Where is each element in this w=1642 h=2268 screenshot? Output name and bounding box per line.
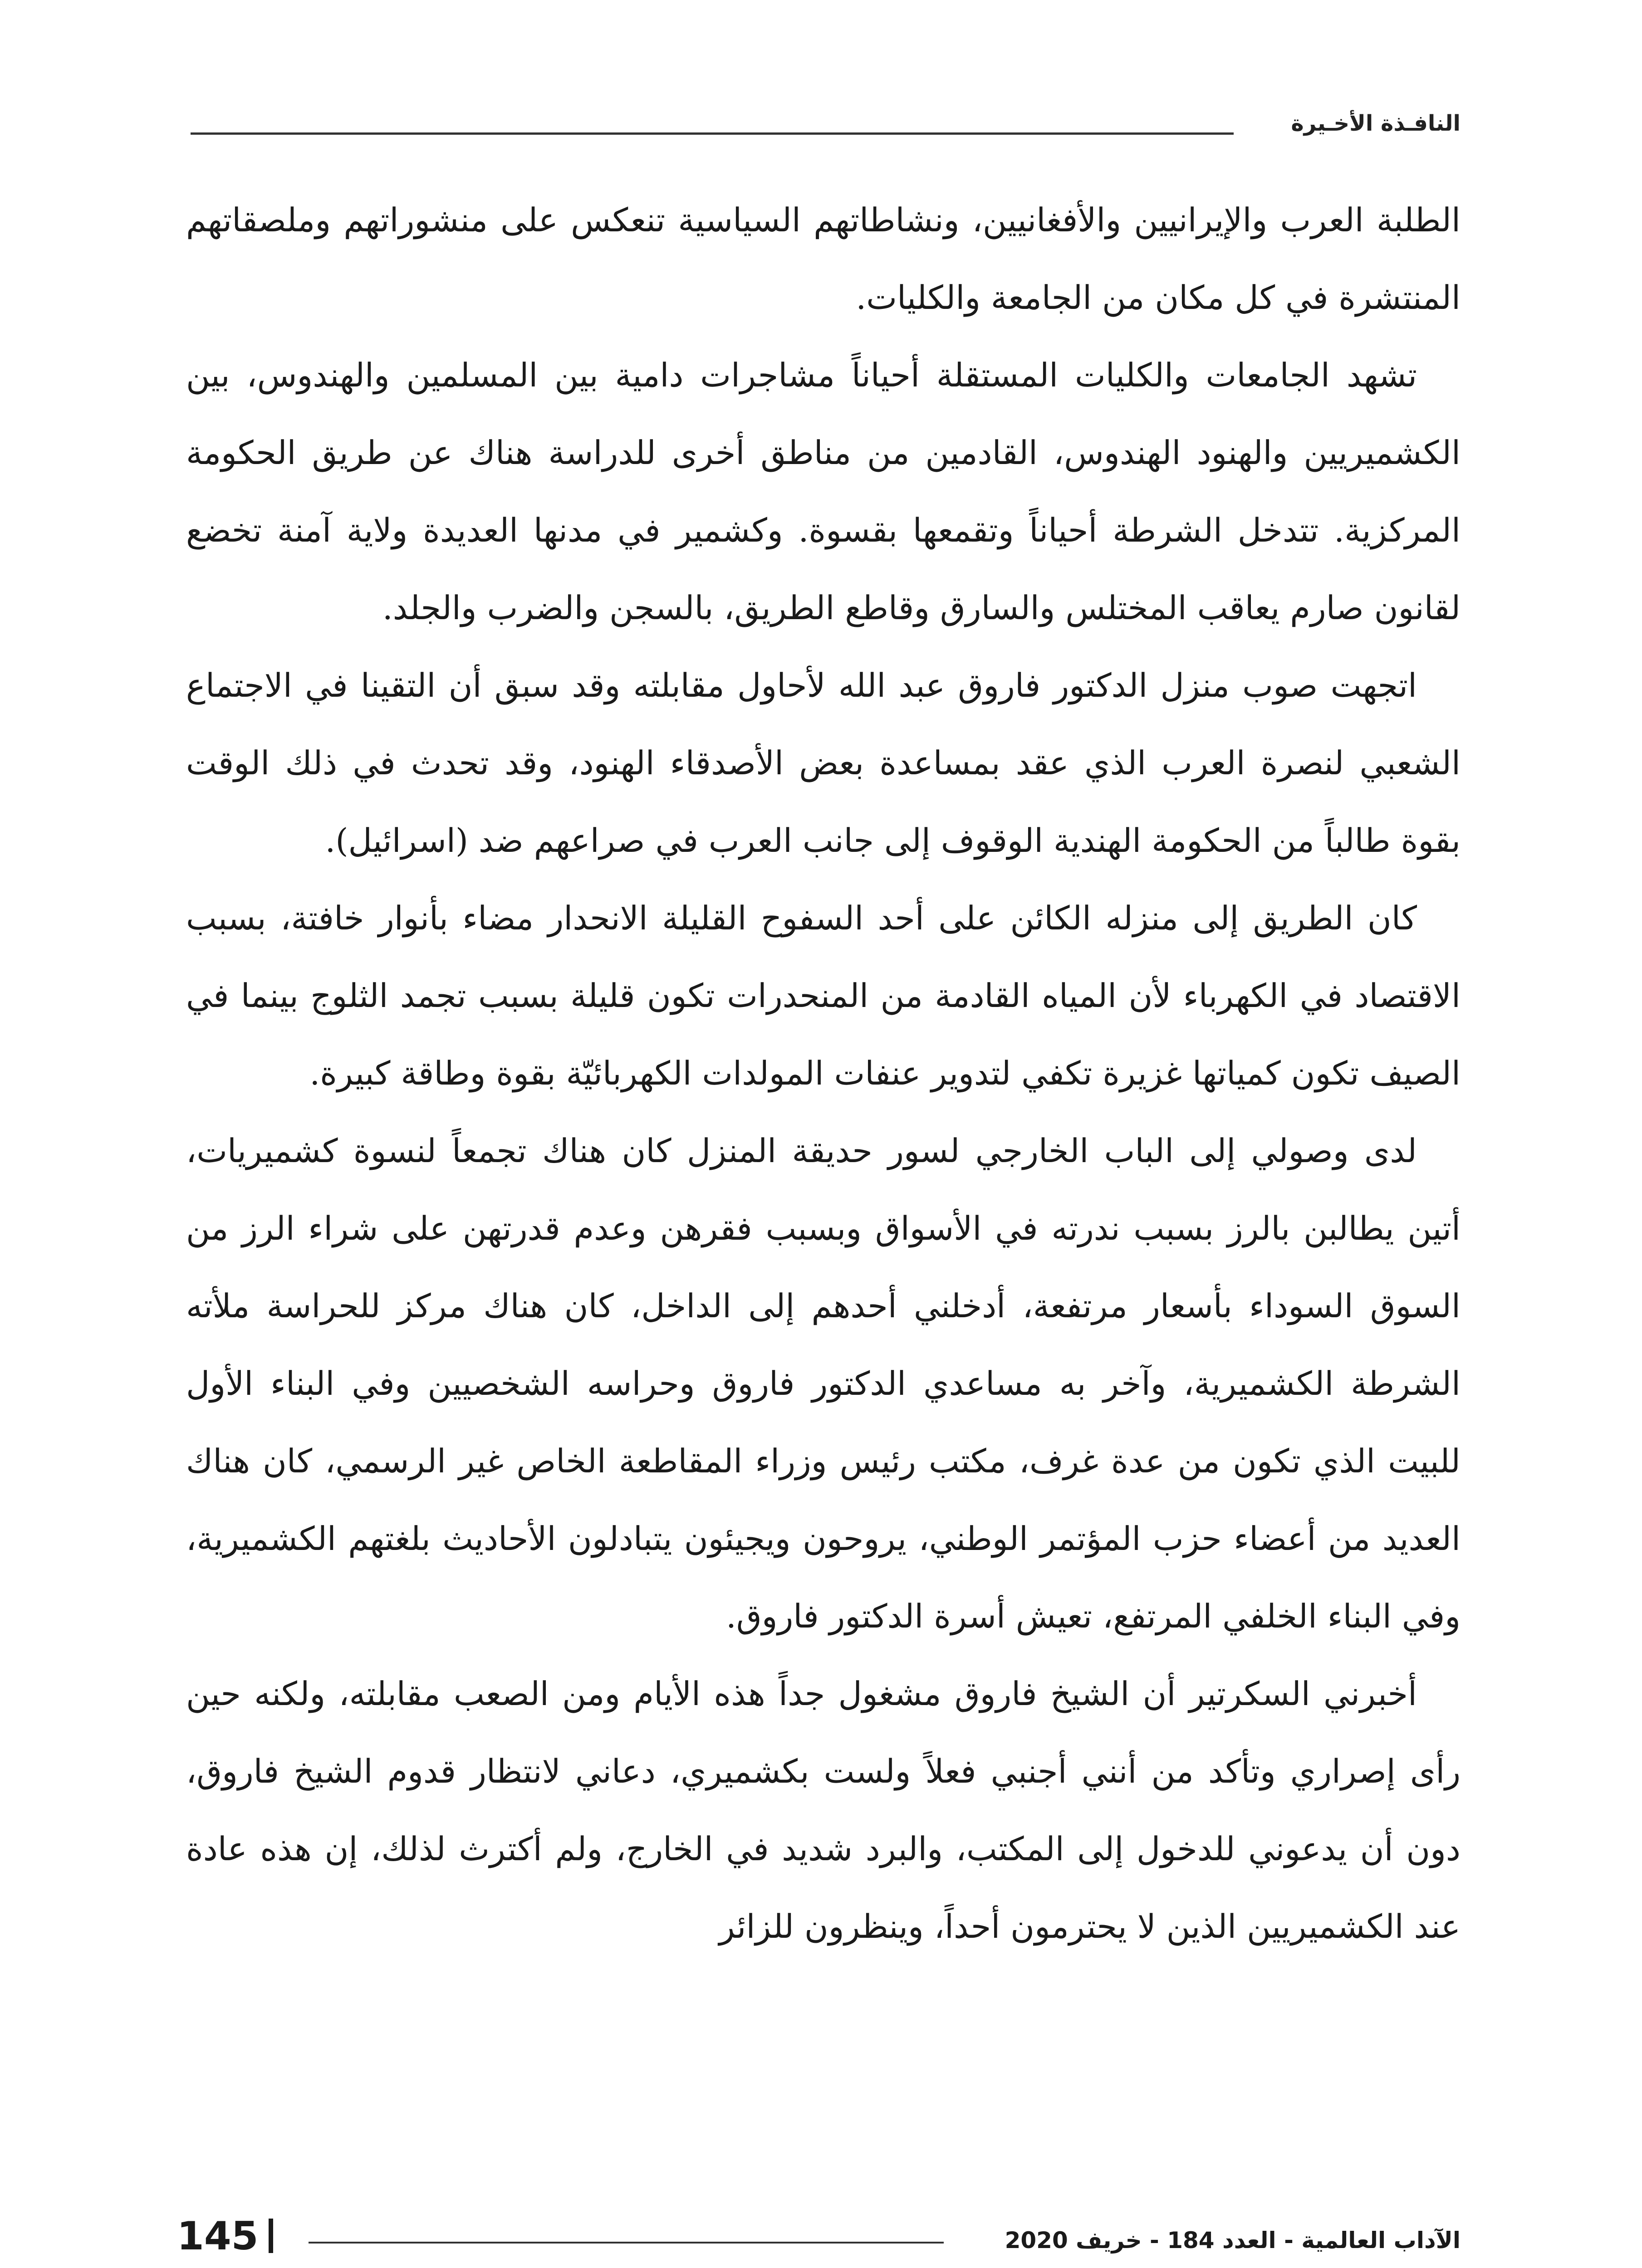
footer-divider [309,2242,944,2244]
paragraph: لدى وصولي إلى الباب الخارجي لسور حديقة المنزل كان هناك تجمعاً لنسوة كشميريات، أتين يطالبن بالرز بسبب ندرته في الأسواق وبسبب فقرهن وعدم قدرتهن على شراء الرز من السوق السوداء بأسعار مرتفعة، أدخلني أحدهم إلى الداخل، كان هناك مركز للحراسة ملأته الشرطة الكشميرية، وآخر به مساعدي الدكتور فاروق وحراسه الشخصيين وفي البناء الأول للبيت الذي تكون من عدة غرف، مكتب رئيس وزراء المقاطعة الخاص غير الرسمي، كان هناك العديد من أعضاء حزب المؤتمر الوطني، يروحون ويجيئون يتبادلون الأحاديث بلغتهم الكشميرية، وفي البناء الخلفي المرتفع، تعيش أسرة الدكتور فاروق. [186,1132,1461,1635]
page-number-block [177,2209,273,2263]
paragraph: تشهد الجامعات والكليات المستقلة أحياناً مشاجرات دامية بين المسلمين والهندوس، بين الكشميريين والهنود الهندوس، القادمين من مناطق أخرى للدراسة هناك عن طريق الحكومة المركزية. تتدخل الشرطة أحياناً وتقمعها بقسوة. وكشمير في مدنها العديدة ولاية آمنة تخضع لقانون صارم يعاقب المختلس والسارق وقاطع الطريق، بالسجن والضرب والجلد. [186,356,1461,627]
paragraph: الطلبة العرب والإيرانيين والأفغانيين، ونشاطاتهم السياسية تنعكس على منشوراتهم وملصقاتهم المنتشرة في كل مكان من الجامعة والكليات. [186,201,1461,317]
running-header [191,105,1461,142]
header-divider [191,132,1234,135]
paragraph: اتجهت صوب منزل الدكتور فاروق عبد الله لأحاول مقابلته وقد سبق أن التقينا في الاجتماع الشعبي لنصرة العرب الذي عقد بمساعدة بعض الأصدقاء الهنود، وقد تحدث في ذلك الوقت بقوة طالباً من الحكومة الهندية الوقوف إلى جانب العرب في صراعهم ضد (اسرائيل). [186,666,1461,860]
paragraph: كان الطريق إلى منزله الكائن على أحد السفوح القليلة الانحدار مضاء بأنوار خافتة، بسبب الاقتصاد في الكهرباء لأن المياه القادمة من المنحدرات تكون قليلة بسبب تجمد الثلوج بينما في الصيف تكون كمياتها غزيرة تكفي لتدوير عنفات المولدات الكهربائيّة بقوة وطاقة كبيرة. [186,899,1461,1092]
article-body [186,181,1461,1965]
section-title: النافـذة الأخـيرة [1291,111,1461,136]
page-number-divider [269,2219,273,2253]
paragraph: أخبرني السكرتير أن الشيخ فاروق مشغول جداً هذه الأيام ومن الصعب مقابلته، ولكنه حين رأى إصراري وتأكد من أنني أجنبي فعلاً ولست بكشميري، دعاني لانتظار قدوم الشيخ فاروق، دون أن يدعوني للدخول إلى المكتب، والبرد شديد في الخارج، ولم أكترث لذلك، إن هذه عادة عند الكشميريين الذين لا يحترمون أحداً، وينظرون للزائر [186,1675,1461,1945]
page-number: 145 [177,2214,259,2259]
journal-issue: الآداب العالمية - العدد 184 - خريف 2020 [1005,2227,1461,2253]
page-footer [177,2209,1461,2263]
